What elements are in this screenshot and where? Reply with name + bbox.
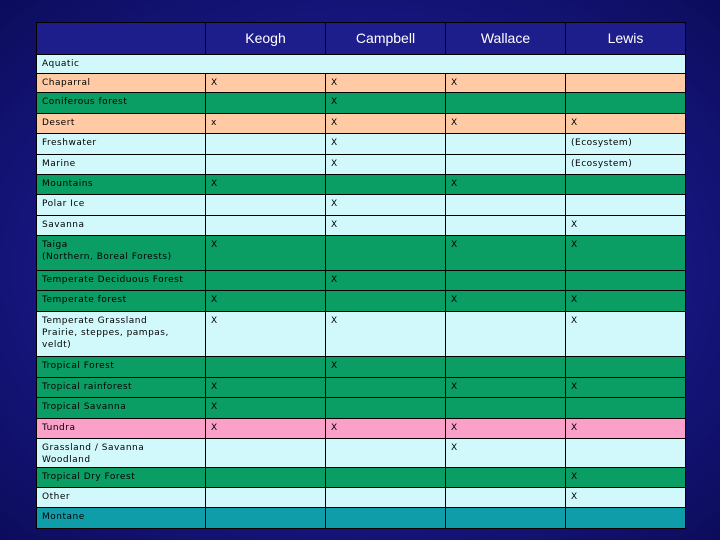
header-row	[37, 23, 686, 55]
row-label	[37, 398, 206, 418]
mark-cell	[326, 508, 446, 529]
mark-cell: X	[566, 113, 686, 133]
mark-cell: X	[326, 357, 446, 377]
mark-cell	[446, 195, 566, 215]
table-row	[37, 418, 686, 438]
mark-cell: X	[566, 467, 686, 487]
mark-cell	[566, 357, 686, 377]
table-row	[37, 377, 686, 397]
table-row	[37, 74, 686, 93]
mark-cell	[446, 270, 566, 290]
row-label-line: Grassland / Savanna	[42, 443, 145, 454]
row-label-line: Temperate forest	[42, 295, 127, 306]
row-label-line: Montane	[42, 512, 85, 523]
section-label: Aquatic	[37, 54, 686, 73]
row-label	[37, 215, 206, 235]
row-label	[37, 418, 206, 438]
table-row	[37, 174, 686, 194]
mark-cell	[326, 377, 446, 397]
mark-cell: X	[206, 398, 326, 418]
table-row	[37, 93, 686, 113]
mark-cell: X	[566, 236, 686, 271]
mark-cell	[566, 74, 686, 93]
mark-cell: (Ecosystem)	[566, 134, 686, 154]
table-row	[37, 134, 686, 154]
mark-cell	[566, 508, 686, 529]
header-campbell: Campbell	[326, 23, 446, 55]
mark-cell	[206, 487, 326, 507]
row-label	[37, 357, 206, 377]
mark-cell	[206, 467, 326, 487]
mark-cell	[446, 311, 566, 357]
table-row	[37, 236, 686, 271]
row-label	[37, 467, 206, 487]
row-label	[37, 377, 206, 397]
mark-cell	[446, 467, 566, 487]
mark-cell: X	[206, 291, 326, 311]
row-label-line: Desert	[42, 117, 75, 128]
mark-cell: X	[446, 236, 566, 271]
mark-cell: X	[326, 74, 446, 93]
row-label	[37, 113, 206, 133]
table-row	[37, 195, 686, 215]
mark-cell: X	[446, 113, 566, 133]
mark-cell: (Ecosystem)	[566, 154, 686, 174]
mark-cell: X	[446, 174, 566, 194]
mark-cell	[326, 174, 446, 194]
mark-cell	[446, 93, 566, 113]
header-keogh: Keogh	[206, 23, 326, 55]
row-label-line: Tropical Dry Forest	[42, 471, 136, 482]
mark-cell	[206, 439, 326, 468]
mark-cell	[446, 357, 566, 377]
row-label-line: Temperate Deciduous Forest	[42, 274, 184, 285]
header-wallace: Wallace	[446, 23, 566, 55]
row-label-line: Freshwater	[42, 138, 97, 149]
row-label-line: Savanna	[42, 219, 85, 230]
mark-cell: X	[326, 93, 446, 113]
row-label-line: Polar Ice	[42, 199, 85, 210]
mark-cell: X	[206, 377, 326, 397]
mark-cell: X	[326, 311, 446, 357]
mark-cell	[446, 215, 566, 235]
table-row	[37, 113, 686, 133]
row-label	[37, 270, 206, 290]
row-label-line: Temperate Grassland	[42, 315, 148, 326]
mark-cell: X	[206, 236, 326, 271]
table-row	[37, 291, 686, 311]
mark-cell: X	[326, 270, 446, 290]
row-label	[37, 134, 206, 154]
mark-cell	[326, 291, 446, 311]
mark-cell	[566, 439, 686, 468]
table-row	[37, 398, 686, 418]
mark-cell	[446, 398, 566, 418]
mark-cell: X	[326, 134, 446, 154]
mark-cell: X	[566, 377, 686, 397]
row-label-line: Chaparral	[42, 78, 91, 88]
mark-cell	[446, 508, 566, 529]
mark-cell	[206, 93, 326, 113]
mark-cell	[326, 487, 446, 507]
mark-cell	[446, 134, 566, 154]
row-label	[37, 195, 206, 215]
mark-cell	[566, 93, 686, 113]
table-row	[37, 508, 686, 529]
table-row	[37, 215, 686, 235]
mark-cell: X	[206, 311, 326, 357]
mark-cell	[206, 357, 326, 377]
row-label-line: Tropical rainforest	[42, 381, 133, 392]
mark-cell	[326, 398, 446, 418]
mark-cell: X	[566, 487, 686, 507]
mark-cell: X	[206, 174, 326, 194]
mark-cell: X	[566, 215, 686, 235]
mark-cell	[206, 215, 326, 235]
mark-cell: X	[326, 113, 446, 133]
row-label	[37, 93, 206, 113]
mark-cell: X	[326, 195, 446, 215]
mark-cell: X	[326, 154, 446, 174]
mark-cell: x	[206, 113, 326, 133]
row-label	[37, 236, 206, 271]
row-label-line: Other	[42, 491, 71, 502]
table-body	[37, 23, 686, 529]
table-row	[37, 311, 686, 357]
mark-cell: X	[566, 311, 686, 357]
row-label-line: Prairie, steppes, pampas,	[42, 327, 169, 338]
mark-cell	[206, 195, 326, 215]
table-row	[37, 357, 686, 377]
table-row	[37, 270, 686, 290]
row-label	[37, 439, 206, 468]
mark-cell	[206, 508, 326, 529]
row-label-line: Marine	[42, 158, 76, 169]
table-row	[37, 439, 686, 468]
header-lewis: Lewis	[566, 23, 686, 55]
row-label-line: Tropical Savanna	[42, 402, 127, 413]
mark-cell: X	[566, 418, 686, 438]
row-label-line: Coniferous forest	[42, 97, 128, 108]
header-corner	[37, 23, 206, 55]
mark-cell	[566, 174, 686, 194]
mark-cell	[446, 154, 566, 174]
mark-cell: X	[446, 418, 566, 438]
table-row	[37, 487, 686, 507]
mark-cell	[326, 467, 446, 487]
row-label-line: veldt)	[42, 339, 72, 350]
row-label	[37, 174, 206, 194]
row-label-line: Woodland	[42, 455, 91, 466]
row-label-line: (Northern, Boreal Forests)	[42, 252, 172, 263]
row-label	[37, 487, 206, 507]
mark-cell	[566, 270, 686, 290]
mark-cell	[206, 134, 326, 154]
row-label	[37, 311, 206, 357]
mark-cell: X	[446, 74, 566, 93]
mark-cell: X	[206, 74, 326, 93]
mark-cell: X	[446, 377, 566, 397]
row-label	[37, 74, 206, 93]
mark-cell	[326, 439, 446, 468]
mark-cell: X	[566, 291, 686, 311]
row-label	[37, 508, 206, 529]
mark-cell	[566, 195, 686, 215]
table-row	[37, 467, 686, 487]
mark-cell	[326, 236, 446, 271]
mark-cell	[206, 270, 326, 290]
mark-cell	[206, 154, 326, 174]
biome-comparison-table	[36, 22, 686, 529]
mark-cell: X	[446, 291, 566, 311]
table-row	[37, 154, 686, 174]
row-label	[37, 154, 206, 174]
mark-cell	[566, 398, 686, 418]
mark-cell	[446, 487, 566, 507]
row-label	[37, 291, 206, 311]
row-label-line: Tropical Forest	[42, 361, 115, 372]
row-label-line: Taiga	[42, 240, 68, 251]
row-label-line: Mountains	[42, 178, 94, 189]
mark-cell: X	[206, 418, 326, 438]
section-row	[37, 54, 686, 73]
mark-cell: X	[326, 418, 446, 438]
mark-cell: X	[326, 215, 446, 235]
row-label-line: Tundra	[42, 422, 76, 433]
mark-cell: X	[446, 439, 566, 468]
